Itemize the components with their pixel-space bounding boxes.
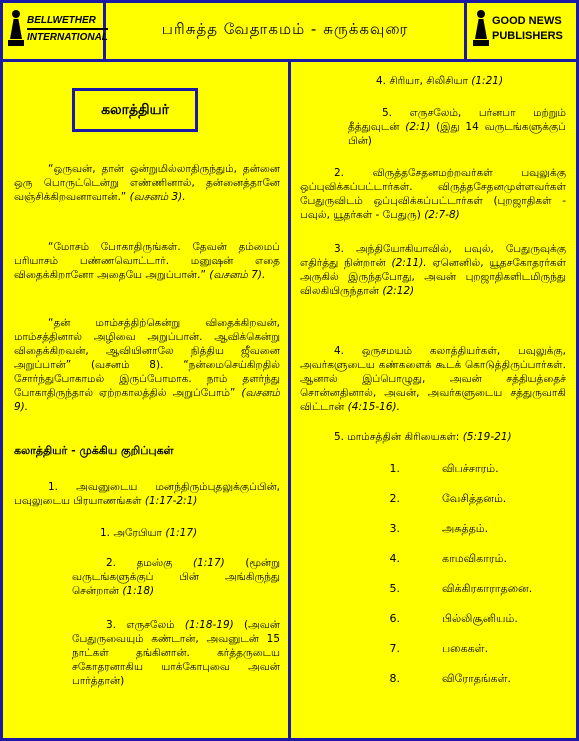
journey-4-ref: (1:21) — [471, 75, 504, 87]
logo-line-2: INTERNATIONAL — [27, 28, 108, 45]
journey-1: 1. அரேபியா (1:17) — [100, 527, 198, 539]
key-point-2-ref: (2:7-8) — [424, 209, 460, 221]
journey-2: 2. தமஸ்கு (1:17) (மூன்று வருடங்களுக்குப் பின் அங்கிருந்து சென்றான் (1:18) — [72, 557, 281, 597]
logo-line-2: PUBLISHERS — [492, 30, 563, 42]
journey-3-ref: (1:18-19) — [184, 619, 234, 631]
quote-2-ref: (வசனம் 7). — [209, 269, 266, 281]
journey-2-ref: (1:17) — [192, 557, 225, 569]
column-divider — [288, 62, 291, 741]
bellwether-logo — [8, 10, 108, 48]
logo-line-1: BELLWETHER — [27, 15, 96, 26]
figure-icon — [8, 10, 24, 48]
key-point-3-ref2: (2:12) — [382, 285, 415, 297]
good-news-logo-box — [467, 0, 579, 62]
key-point-4-ref: (4:15-16). — [347, 401, 400, 413]
page-title: பரிசுத்த வேதாகமம் - சுருக்கவுரை — [161, 20, 409, 38]
quote-2: “மோசம் போகாதிருங்கள். தேவன் தம்மைப் பரியாசம் பண்ணவொட்டார். மனுஷன் எதை விதைக்கிறானோ அதையே அறுப்பான்.” (வசனம் 7). — [14, 241, 280, 281]
quote-1-ref: (வசனம் 3). — [129, 191, 186, 203]
key-point-1-ref: (1:17-2:1) — [144, 495, 198, 507]
good-news-logo — [473, 10, 563, 48]
book-title: கலாத்தியர் — [101, 102, 169, 118]
key-point-3-ref1: (2:11). — [391, 257, 427, 269]
page-header — [0, 0, 579, 62]
key-point-3: 3. அந்தியோகியாவில், பவுல், பேதுருவுக்கு எதிர்த்து நின்றான் (2:11). ஏனெனில், யூதசகோதரர்கள் அருகில் இருந்தபோது, அவன் புறஜாதிகளிடமிருந்து விலகியிருந்தான் (2:12) — [300, 243, 567, 297]
journey-5-ref: (2:1) — [405, 121, 431, 133]
key-point-1: 1. அவனுடைய மனந்திரும்புதலுக்குப்பின், பவுலுடைய பிரயாணங்கள் (1:17-2:1) — [14, 481, 280, 507]
quote-1: “ஒருவன், தான் ஒன்றுமில்லாதிருந்தும், தன்னை ஒரு பொருட்டென்று எண்ணினால், தன்னைத்தானே வஞ்சிக்கிறவனாவான்.” (வசனம் 3). — [14, 163, 280, 203]
header-title-box — [106, 0, 467, 62]
section-title: கலாத்தியர் - முக்கிய குறிப்புகள் — [14, 444, 174, 457]
key-point-5: 5. மாம்சத்தின் கிரியைகள்: (5:19-21) — [334, 431, 512, 443]
journey-5: 5. எருசலேம், பர்னபா மற்றும் தீத்துவுடன் (2:1) (இது 14 வருடங்களுக்குப் பின்) — [348, 107, 566, 147]
quote-3: “தன் மாம்சத்திற்கென்று விதைக்கிறவன், மாம்சத்தினால் அழிவை அறுப்பான். ஆவிக்கென்று விதைக்கிறவன், ஆவியினாலே நித்திய ஜீவனை அறுப்பான்” (வசனம் 8). “நன்மைசெய்கிறதில் சோர்ந்துபோகாமல் இருப்போமாக. நாம் தளர்ந்து போகாதிருந்தால் ஏற்றகாலத்தில் அறுப்போம்” (வசனம் 9). — [14, 317, 280, 413]
quote-3-ref: (வசனம் 9). — [14, 387, 280, 413]
bellwether-logo-box — [0, 0, 106, 62]
figure-icon — [473, 10, 489, 48]
journey-3: 3. எருசலேம் (1:18-19) (அவன் பேதுருவையும் கண்டான், அவனுடன் 15 நாட்கள் தங்கினான். கர்த்தருடைய சகோதரனாகிய யாக்கோபுவை அவன் பார்த்தான்) — [72, 619, 280, 687]
key-point-2: 2. விருத்தசேதனமற்றவர்கள் பவுலுக்கு ஒப்புவிக்கப்பட்டார்கள். விருத்தசேதனமுள்ளவர்கள் பேதுருவிடம் ஒப்புவிக்கப்பட்டார்கள் (புறஜாதிகள் - பவுல், யூதர்கள் - பேதுரு) (2:7-8) — [300, 167, 566, 221]
journey-4: 4. சிரியா, சிலிசியா (1:21) — [376, 75, 504, 87]
book-title-box — [72, 88, 198, 132]
logo-line-1: GOOD NEWS — [492, 15, 562, 27]
journey-1-ref: (1:17) — [165, 527, 198, 539]
journey-2-ref2: (1:18) — [122, 585, 155, 597]
key-point-5-ref: (5:19-21) — [462, 431, 512, 443]
key-point-4: 4. ஒருசமயம் கலாத்தியர்கள், பவுலுக்கு, அவர்களுடைய கண்களைக் கூடக் கொடுத்திருப்பார்கள். ஆனால் இப்பொழுது, அவன் சத்தியத்தைச் சொன்னதினால், அவன், அவர்களுடைய சத்துருவாகி விட்டான் (4:15-16). — [300, 345, 566, 413]
